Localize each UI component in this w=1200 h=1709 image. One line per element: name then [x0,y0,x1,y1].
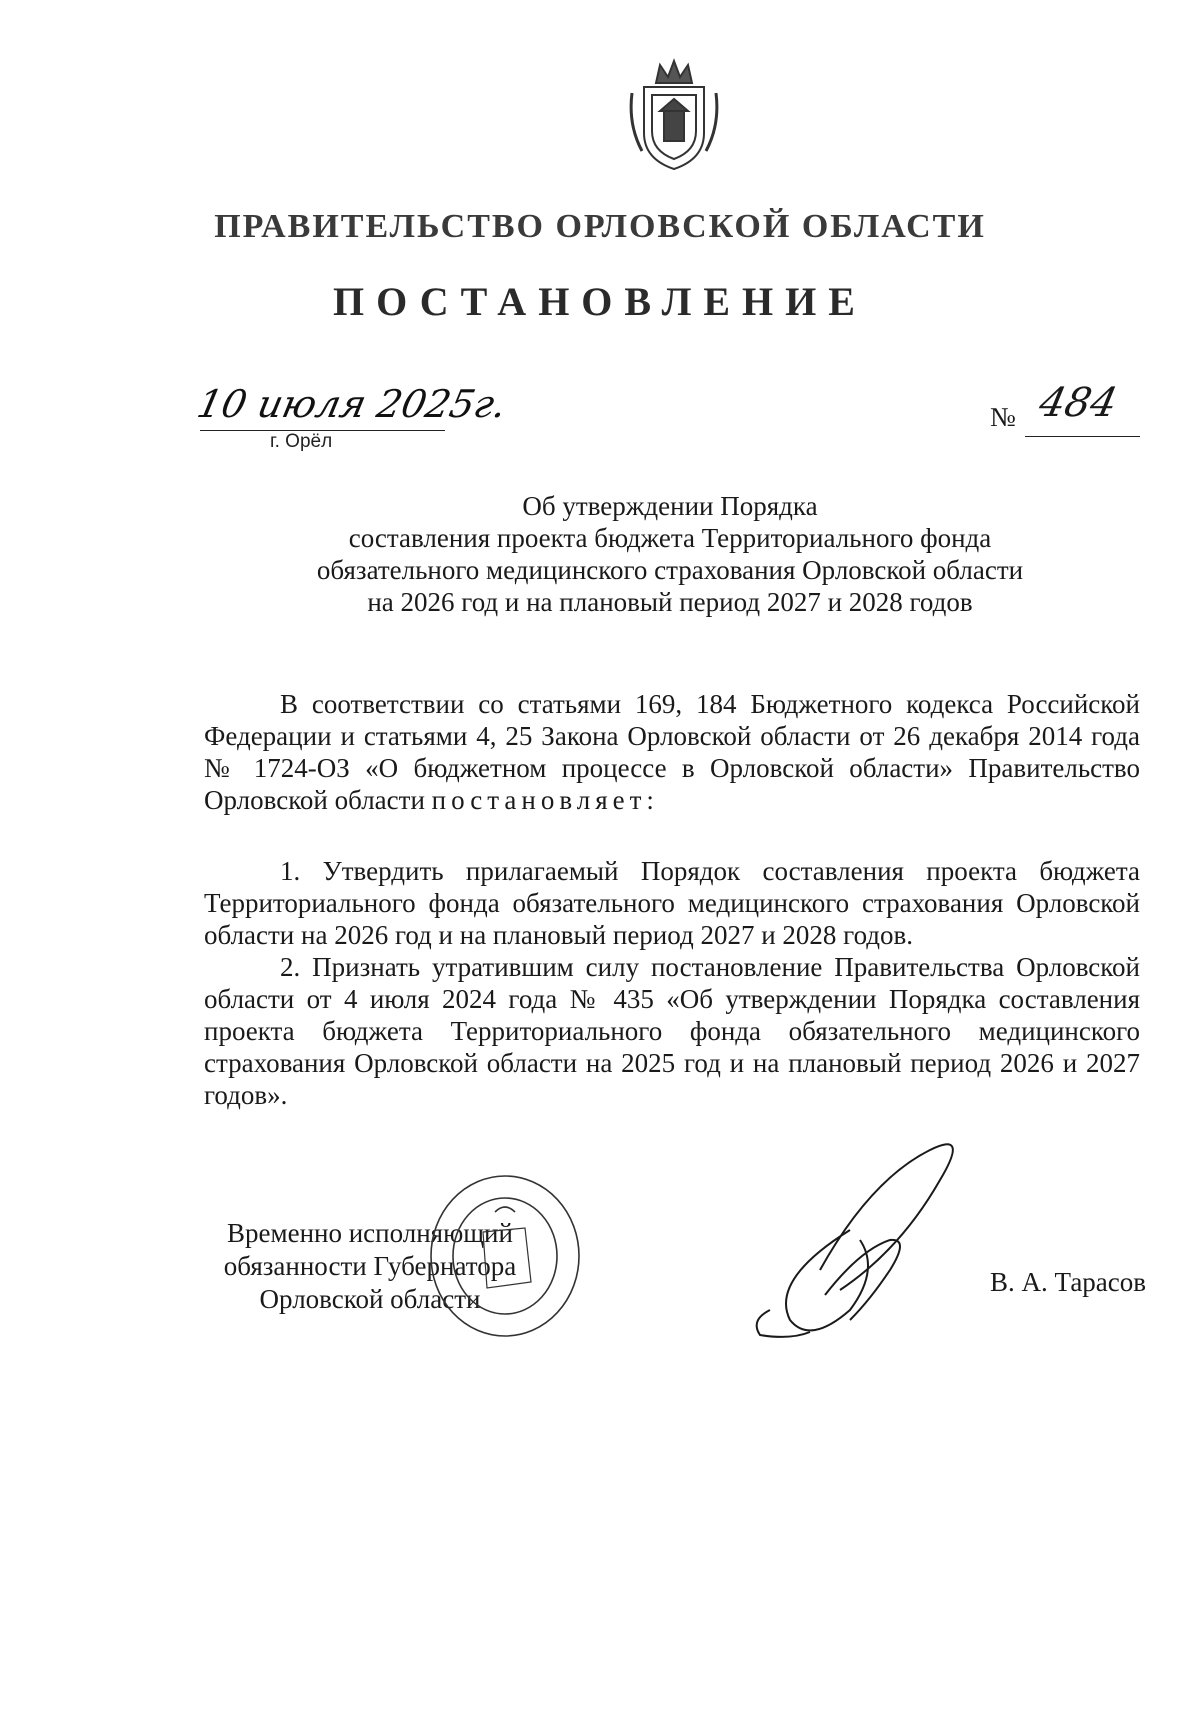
coat-of-arms-icon [626,55,722,175]
position-line: Орловской области [259,1284,481,1314]
item-1-paragraph: 1. Утвердить прилагаемый Порядок составления проекта бюджета Территориального фонда обязательного медицинского страхования Орловской области на 2026 год и на плановый период 2027 и 2028 годов. [204,856,1140,950]
preamble-paragraph [204,688,1140,816]
handwritten-signature-icon [730,1120,970,1350]
subject-line: Об утверждении Порядка [522,491,818,521]
city-label: г. Орёл [270,431,333,452]
preamble-text: В соответствии со статьями 169, 184 Бюджетного кодекса Российской Федерации и статьями 4, 25 Закона Орловской области от 26 декабря 2014 года № 1724-ОЗ «О бюджетном процессе в Орловской области» Правительство Орловской области [204,689,1140,815]
date-handwritten: 10 июля 2025г. [193,382,511,426]
position-line: обязанности Губернатора [223,1251,517,1281]
number-label: № [990,402,1016,432]
subject-line: обязательного медицинского страхования Орловской области [316,555,1024,585]
seal-stamp-icon [425,1172,585,1340]
number-underline [1025,436,1140,437]
document-subject [200,490,1140,618]
number-handwritten: 484 [1035,380,1122,426]
subject-line: составления проекта бюджета Территориального фонда [348,523,992,553]
signatory-name: В. А. Тарасов [990,1267,1147,1297]
document-type: ПОСТАНОВЛЕНИЕ [333,279,867,324]
decree-word: постановляет: [431,785,659,815]
item-2-paragraph: 2. Признать утратившим силу постановление Правительства Орловской области от 4 июля 2024 года № 435 «Об утверждении Порядка составления проекта бюджета Территориального фонда обязательного медицинского страхования Орловской области на 2025 год и на плановый период 2026 и 2027 годов». [204,952,1140,1110]
organization-title: ПРАВИТЕЛЬСТВО ОРЛОВСКОЙ ОБЛАСТИ [214,208,986,245]
position-line: Временно исполняющий [227,1218,513,1248]
subject-line: на 2026 год и на плановый период 2027 и 2028 годов [367,587,973,617]
